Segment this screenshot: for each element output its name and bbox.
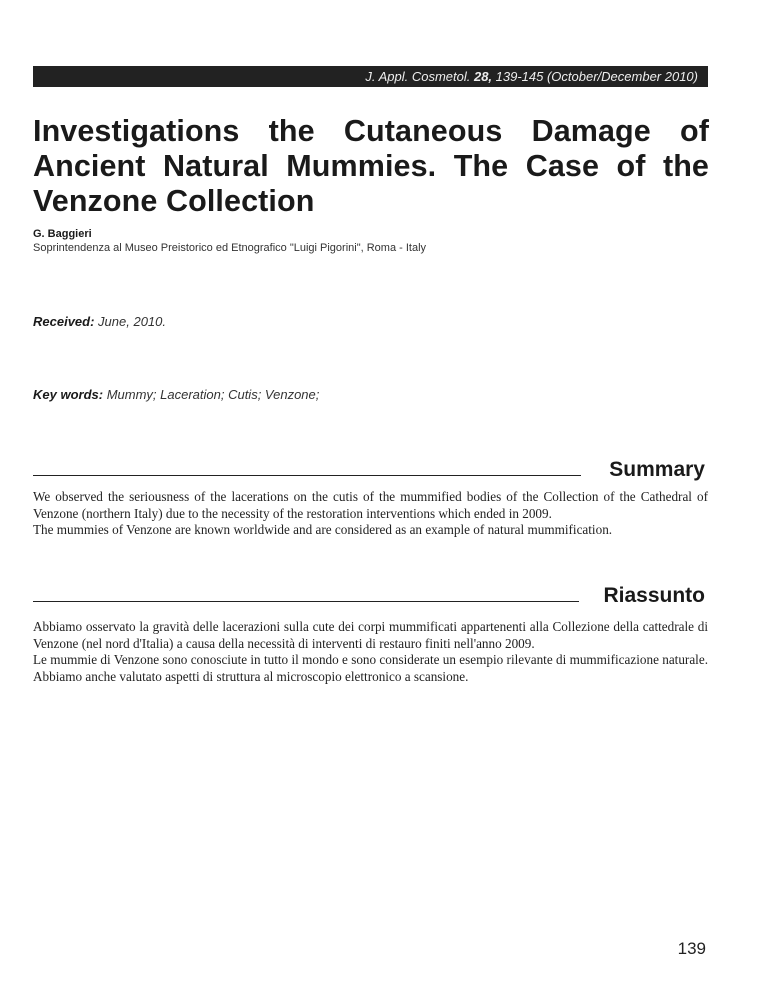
summary-heading: Summary	[609, 458, 705, 481]
riassunto-paragraph: Le mummie di Venzone sono conosciute in tutto il mondo e sono considerate un esempio rilevante di mummificazione naturale. Abbiamo anche valutato aspetti di struttura al microscopio elettronico a scansione.	[33, 652, 708, 684]
journal-citation-bar	[33, 66, 708, 87]
summary-body	[33, 489, 708, 539]
author-affiliation: Soprintendenza al Museo Preistorico ed Etnografico "Luigi Pigorini", Roma - Italy	[33, 242, 427, 254]
author-name: G. Baggieri	[33, 228, 92, 240]
received-value: June, 2010.	[98, 314, 166, 329]
keywords	[33, 387, 319, 403]
citation-volume: 28,	[473, 69, 493, 84]
summary-rule	[33, 475, 581, 476]
summary-paragraph: We observed the seriousness of the lacerations on the cutis of the mummified bodies of the Collection of the Cathedral of Venzone (northern Italy) due to the necessity of the restoration interventions which ended in 2009.	[33, 489, 708, 521]
keywords-value: Mummy; Laceration; Cutis; Venzone;	[106, 387, 320, 402]
riassunto-body	[33, 619, 708, 685]
riassunto-rule	[33, 601, 579, 602]
received-label: Received:	[33, 314, 95, 329]
citation-suffix: 139-145 (October/December 2010)	[492, 69, 698, 84]
riassunto-heading: Riassunto	[603, 584, 705, 607]
page-number: 139	[677, 939, 706, 958]
summary-paragraph: The mummies of Venzone are known worldwide and are considered as an example of natural mummification.	[33, 522, 613, 538]
paper-title: Investigations the Cutaneous Damage of Ancient Natural Mummies. The Case of the Venzone Collection	[33, 114, 709, 218]
received-date	[33, 314, 166, 330]
riassunto-paragraph: Abbiamo osservato la gravità delle lacerazioni sulla cute dei corpi mummificati appartenenti alla Collezione della cattedrale di Venzone (nel nord d'Italia) a causa della necessità di interventi di restauro finiti nell'anno 2009.	[33, 619, 708, 651]
keywords-label: Key words:	[33, 387, 104, 402]
citation-prefix: J. Appl. Cosmetol.	[365, 69, 474, 84]
